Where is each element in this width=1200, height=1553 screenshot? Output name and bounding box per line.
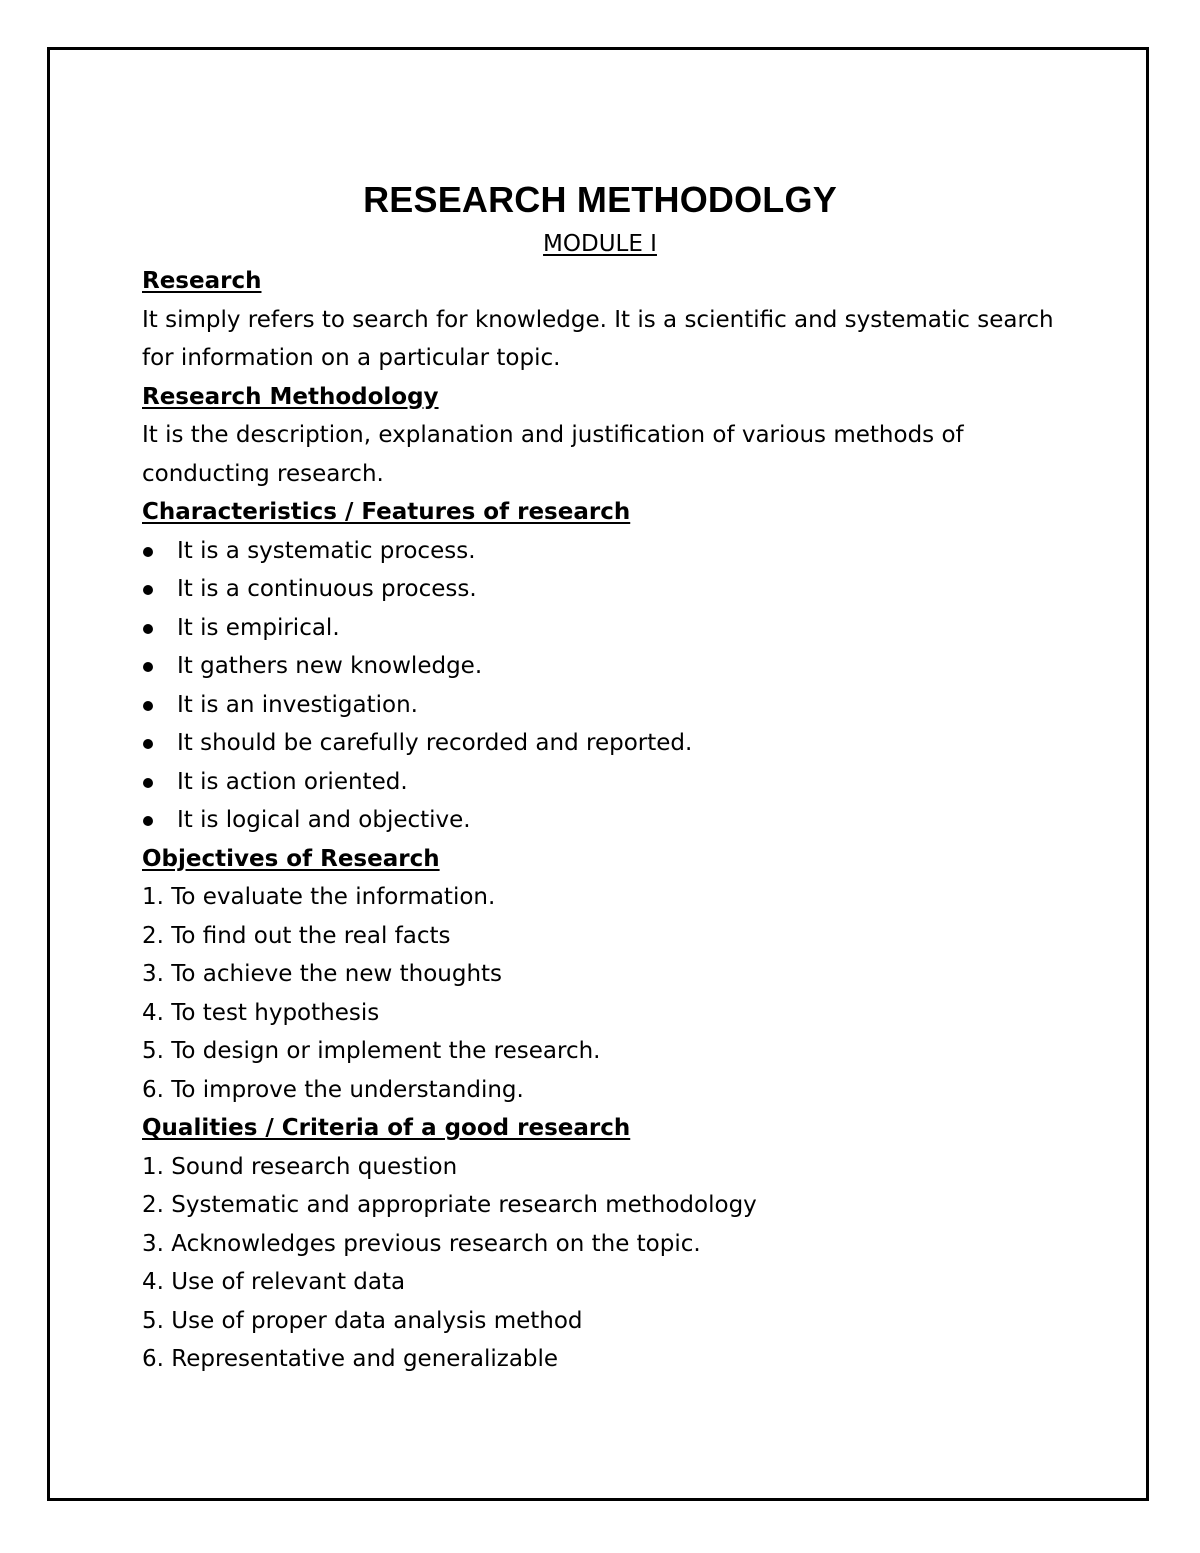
document-title: RESEARCH METHODOLGY bbox=[363, 179, 837, 220]
qualities-item: 3. Acknowledges previous research on the topic. bbox=[142, 1230, 701, 1257]
qualities-item: 4. Use of relevant data bbox=[142, 1269, 406, 1295]
objectives-item: 1. To evaluate the information. bbox=[142, 884, 496, 910]
objectives-list bbox=[142, 878, 1082, 1109]
characteristics-item bbox=[142, 532, 1082, 571]
characteristics-item-text: It is logical and objective. bbox=[177, 807, 471, 833]
qualities-item: 5. Use of proper data analysis method bbox=[142, 1307, 583, 1334]
bullet-icon bbox=[143, 585, 153, 595]
module-label: MODULE I bbox=[543, 231, 657, 257]
characteristics-item-text: It is empirical. bbox=[177, 614, 340, 641]
bullet-icon bbox=[143, 701, 153, 711]
objectives-item: 3. To achieve the new thoughts bbox=[142, 961, 503, 987]
methodology-definition: It is the description, explanation and justification of various methods of conducting research. bbox=[142, 422, 964, 487]
bullet-icon bbox=[143, 547, 153, 557]
characteristics-item bbox=[142, 609, 1082, 648]
characteristics-item-text: It is action oriented. bbox=[177, 768, 408, 795]
characteristics-item-text: It gathers new knowledge. bbox=[177, 653, 483, 679]
bullet-icon bbox=[143, 739, 153, 749]
objectives-item: 2. To find out the real facts bbox=[142, 922, 451, 949]
research-heading: Research bbox=[142, 268, 262, 294]
characteristics-item bbox=[142, 763, 1082, 802]
characteristics-item-text: It should be carefully recorded and reported. bbox=[177, 730, 693, 756]
characteristics-item bbox=[142, 686, 1082, 725]
research-definition: It simply refers to search for knowledge. It is a scientific and systematic search for information on a particular topic. bbox=[142, 306, 1054, 371]
bullet-icon bbox=[143, 778, 153, 788]
objectives-item: 5. To design or implement the research. bbox=[142, 1038, 601, 1064]
qualities-item: 1. Sound research question bbox=[142, 1153, 458, 1180]
qualities-heading: Qualities / Criteria of a good research bbox=[142, 1115, 631, 1141]
characteristics-item bbox=[142, 570, 1082, 609]
bullet-icon bbox=[143, 662, 153, 672]
characteristics-item bbox=[142, 647, 1082, 686]
objectives-item: 4. To test hypothesis bbox=[142, 999, 380, 1026]
document-body bbox=[142, 262, 1082, 1379]
objectives-heading: Objectives of Research bbox=[142, 845, 440, 872]
characteristics-heading: Characteristics / Features of research bbox=[142, 499, 631, 525]
characteristics-item bbox=[142, 724, 1082, 763]
characteristics-item-text: It is an investigation. bbox=[177, 691, 418, 718]
qualities-list bbox=[142, 1148, 1082, 1379]
qualities-item: 2. Systematic and appropriate research methodology bbox=[142, 1192, 757, 1218]
bullet-icon bbox=[143, 624, 153, 634]
objectives-item: 6. To improve the understanding. bbox=[142, 1076, 524, 1103]
methodology-heading: Research Methodology bbox=[142, 383, 439, 410]
characteristics-item-text: It is a systematic process. bbox=[177, 537, 476, 564]
characteristics-list bbox=[142, 532, 1082, 840]
characteristics-item-text: It is a continuous process. bbox=[177, 576, 477, 602]
bullet-icon bbox=[143, 816, 153, 826]
qualities-item: 6. Representative and generalizable bbox=[142, 1346, 559, 1372]
characteristics-item bbox=[142, 801, 1082, 840]
